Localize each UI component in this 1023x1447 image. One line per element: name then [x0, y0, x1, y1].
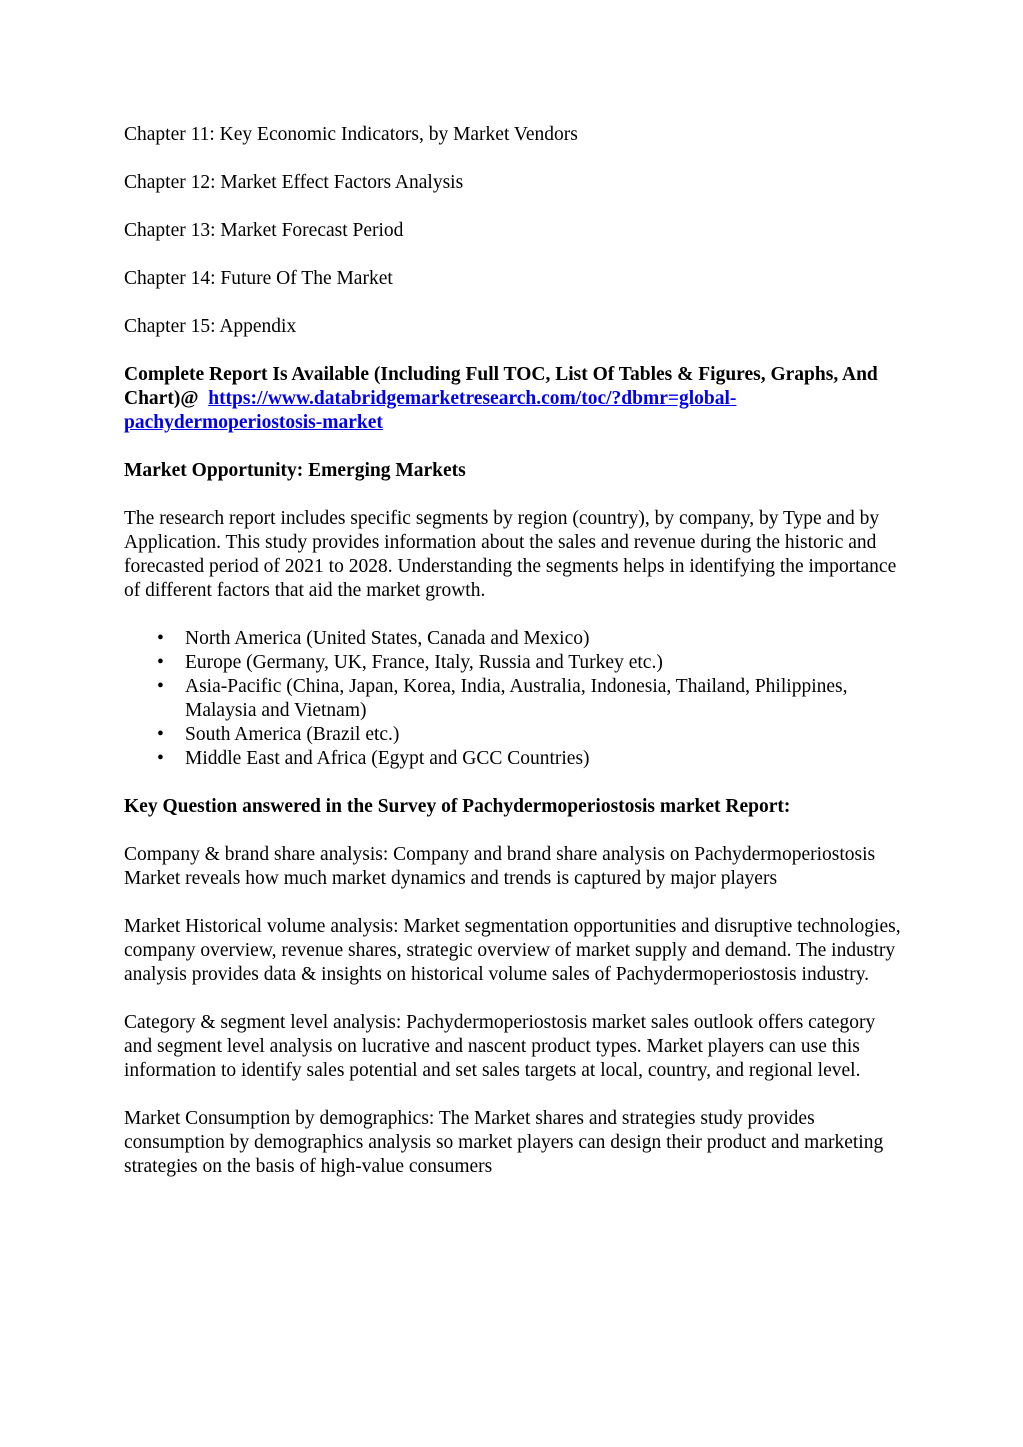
region-north-america: North America (United States, Canada and Mexico) — [185, 628, 590, 649]
region-asia-pacific: Asia-Pacific (China, Japan, Korea, India, Australia, Indonesia, Thailand, Philippines, Malaysia and Vietnam) — [185, 676, 848, 721]
regions-list — [124, 627, 904, 771]
region-middle-east-africa: Middle East and Africa (Egypt and GCC Countries) — [185, 748, 590, 769]
report-toc-link[interactable]: https://www.databridgemarketresearch.com/toc/?dbmr=global-pachydermoperiostosis-market — [124, 388, 737, 433]
region-europe: Europe (Germany, UK, France, Italy, Russia and Turkey etc.) — [185, 652, 663, 673]
list-item — [124, 627, 904, 651]
list-item — [124, 651, 904, 675]
historical-volume-paragraph: Market Historical volume analysis: Market segmentation opportunities and disruptive technologies, company overview, revenue shares, strategic overview of market supply and demand. The industry analysis provides data & insights on historical volume sales of Pachydermoperiostosis industry. — [124, 916, 901, 985]
key-questions-heading: Key Question answered in the Survey of Pachydermoperiostosis market Report: — [124, 796, 791, 817]
complete-report-text: Complete Report Is Available (Including Full TOC, List Of Tables & Figures, Graphs, And Chart)@ — [124, 364, 878, 409]
document-page — [124, 123, 904, 1203]
list-item — [124, 747, 904, 771]
list-item — [124, 723, 904, 747]
market-opportunity-paragraph: The research report includes specific segments by region (country), by company, by Type and by Application. This study provides information about the sales and revenue during the historic and forecasted period of 2021 to 2028. Understanding the segments helps in identifying the importance of different factors that aid the market growth. — [124, 508, 897, 601]
bullet-icon: • — [157, 628, 164, 649]
chapter-12: Chapter 12: Market Effect Factors Analysis — [124, 172, 464, 193]
bullet-icon: • — [157, 652, 164, 673]
bullet-icon: • — [157, 724, 164, 745]
bullet-icon: • — [157, 676, 164, 697]
demographics-paragraph: Market Consumption by demographics: The Market shares and strategies study provides consumption by demographics analysis so market players can design their product and marketing strategies on the basis of high-value consumers — [124, 1108, 884, 1177]
brand-share-paragraph: Company & brand share analysis: Company and brand share analysis on Pachydermoperiostosis Market reveals how much market dynamics and trends is captured by major players — [124, 844, 876, 889]
market-opportunity-heading: Market Opportunity: Emerging Markets — [124, 460, 466, 481]
chapter-13: Chapter 13: Market Forecast Period — [124, 220, 404, 241]
chapter-15: Chapter 15: Appendix — [124, 316, 297, 337]
chapter-11: Chapter 11: Key Economic Indicators, by Market Vendors — [124, 124, 578, 145]
chapter-14: Chapter 14: Future Of The Market — [124, 268, 393, 289]
bullet-icon: • — [157, 748, 164, 769]
complete-report-callout — [124, 363, 904, 435]
region-south-america: South America (Brazil etc.) — [185, 724, 400, 745]
list-item — [124, 675, 904, 723]
segment-level-paragraph: Category & segment level analysis: Pachydermoperiostosis market sales outlook offers category and segment level analysis on lucrative and nascent product types. Market players can use this information to identify sales potential and set sales targets at local, country, and regional level. — [124, 1012, 876, 1081]
